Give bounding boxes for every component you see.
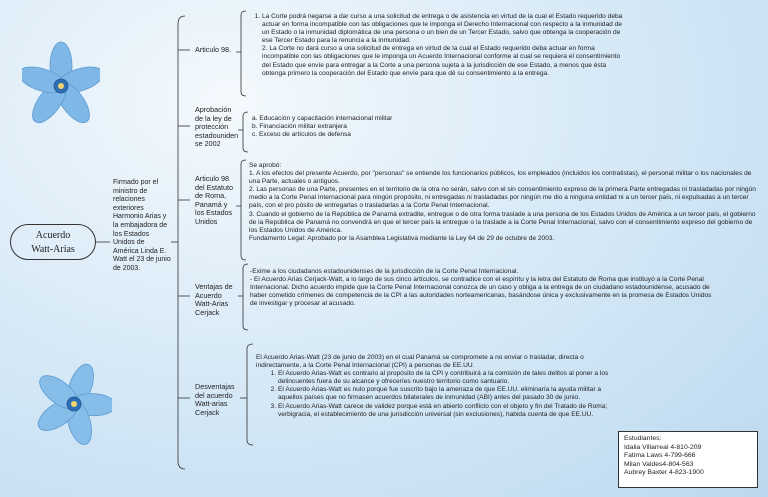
branch-label-desventajas: Desventajas del acuerdo Watt-arias Cerjack bbox=[195, 382, 235, 417]
list-item: 3. Cuando el gobierno de la República de Panamá extradite, entregue o de otra forma traslade a una persona de los Estados Unidos de América a un tercer país, el gobierno de la República de Panamá no convendrá en que el tercer país la entregue o la traslade a la Corte Penal Internacional, salvo con el consentimiento expreso del gobierno de los Estados Unidos de América. bbox=[249, 210, 756, 234]
list-item: Fundamento Legal: Aprobado por la Asamblea Legislativa mediante la Ley 64 de 29 de octubre de 2003. bbox=[249, 234, 555, 242]
student-name: Milan Valdes4-804-563 bbox=[624, 460, 694, 468]
list-item: 2. La Corte no dará curso a una solicitud de entrega en virtud de la cual el Estado requerido deba actuar en forma incompatible con las obligaciones que le imponga un Acuerdo Internacional conforme al cual se requiera el consentimiento del Estado que envíe para entregar a la Corte a una persona sujeta a la jurisdicción de ese Estado, a menos que ésta obtenga primero la cooperación del Estado que envíe para que dé su consentimiento a la entrega. bbox=[262, 45, 621, 77]
list-item: 2. Las personas de una Parte, presentes en el territorio de la otra no serán, salvo con el sin consentimiento expreso de la primera Parte entregadas ni trasladadas por ningún medio a la Corte Penal Internacional para ningún propósito, ni entregadas ni trasladadas por ningún me dio a ninguna entidad ni a un tercer país, ni expulsadas a un tercer país, con el pro pósito de entregarlas o trasladarlas a la Corte Penal Internacional. bbox=[249, 186, 756, 210]
list-item: 1. La Corte podrá negarse a dar curso a una solicitud de entrega o de asistencia en virtud de la cual el Estado requerido deba actuar en forma incompatible con las obligaciones que le imponga el Derecho Internacional con respecto a la inmunidad de un Estado o la inmunidad diplomática de una persona o un bien de un Tercer Estado, salvo que obtenga la cooperación de ese Tercer Estado para la renuncia a la inmunidad. bbox=[262, 13, 628, 45]
desventajas-content bbox=[256, 354, 612, 419]
list-item: - El Acuerdo Arias Cerjack-Watt, a lo largo de sus cinco artículos, se contradice con el espíritu y la letra del Estatuto de Roma que instituyó a la Corte Penal Internacional. Dicho acuerdo impide que la Corte Penal Internacional conozca de un caso y obliga a la entrega de un ciudadano estadounidense, acusado de haber cometido crímenes de competencia de la CPI a las autoridades norteamericanas, basándose única y exclusivamente en la promesa de Estados Unidos de investigar y procesar al acusado. bbox=[250, 276, 712, 308]
student-name: Idalia Villarreal 4-810-209 bbox=[624, 443, 702, 451]
root-label-line2: Watt-Arias bbox=[31, 244, 75, 255]
branch-label-ventajas: Ventajas de Acuerdo Watt-Arias Cerjack bbox=[195, 282, 233, 317]
aprobacion-ley-content bbox=[252, 115, 452, 139]
student-name: Aubrey Baxter 4-823-1900 bbox=[624, 469, 704, 476]
root-node bbox=[10, 224, 96, 260]
list-item: c. Exceso de artículos de defensa bbox=[252, 131, 351, 139]
students-title: Estudiantes: bbox=[624, 435, 662, 442]
branch-label-aprobacion-ley: Aprobación de la ley de protección estadouniden se 2002 bbox=[195, 105, 239, 149]
desventajas-intro: El Acuerdo Arias-Watt (23 de junio de 2003) en el cual Panamá se compromete a no enviar o trasladar, directa o indirectamente, a la Corte Penal Internacional (CPI) a personas de EE.UU. bbox=[256, 354, 584, 370]
list-item: Se aprobó: bbox=[249, 162, 282, 169]
student-name: Fatima Laws 4-799-666 bbox=[624, 452, 696, 459]
list-item: 3. El Acuerdo Arias-Watt carece de validez porque está en abierto conflicto con el objeto y fin del Tratado de Roma; verbigracia, el establecimiento de una jurisdicción universal (sin exclusiones), habida cuenta de que EE.UU. bbox=[278, 403, 612, 419]
ventajas-content bbox=[250, 268, 718, 308]
root-label-line1: Acuerdo bbox=[35, 230, 71, 241]
articulo-98-content bbox=[250, 13, 628, 78]
list-item: 1. A los efectos del presente Acuerdo, por "personas" se entiende los funcionarios públicos, los empleados (incluidos los contratistas), el personal militar o los nacionales de una Parte, actuales o antiguos. bbox=[249, 170, 752, 186]
agreement-description: Firmado por el ministro de relaciones exteriores Harmonio Arias y la embajadora de los Estados Unidos de América Linda E. Watt el 23 de junio de 2003. bbox=[113, 179, 171, 272]
branch-label-articulo-98: Articulo 98. bbox=[195, 45, 231, 54]
list-item: 2. El Acuerdo Arias-Watt es nulo porque fue suscrito bajo la amenaza de que EE.UU. eliminaría la ayuda militar a aquellos países que no firmasen acuerdos bilaterales de inmunidad (ABI) antes del pasado 30 de junio. bbox=[278, 386, 612, 402]
students-box bbox=[618, 431, 758, 488]
list-item: -Exime a los ciudadanos estadounidenses de la jurisdicción de la Corte Penal Internacional. bbox=[250, 268, 519, 275]
list-item: a. Educación y capacitación internacional militar bbox=[252, 115, 393, 122]
branch-label-estatuto-roma: Articulo 98 del Estatuto de Roma, Panamá y los Estados Unidos bbox=[195, 174, 233, 226]
list-item: b. Financiación militar extranjera bbox=[252, 123, 347, 131]
estatuto-roma-content bbox=[249, 162, 761, 243]
list-item: 1. El Acuerdo Arias-Watt es contrario al propósito de la CPI y contribuirá a la comisión de tales delitos al poner a los delincuentes fuera de su alcance y ofreceríes nuestro territorio como santuario. bbox=[278, 370, 612, 386]
